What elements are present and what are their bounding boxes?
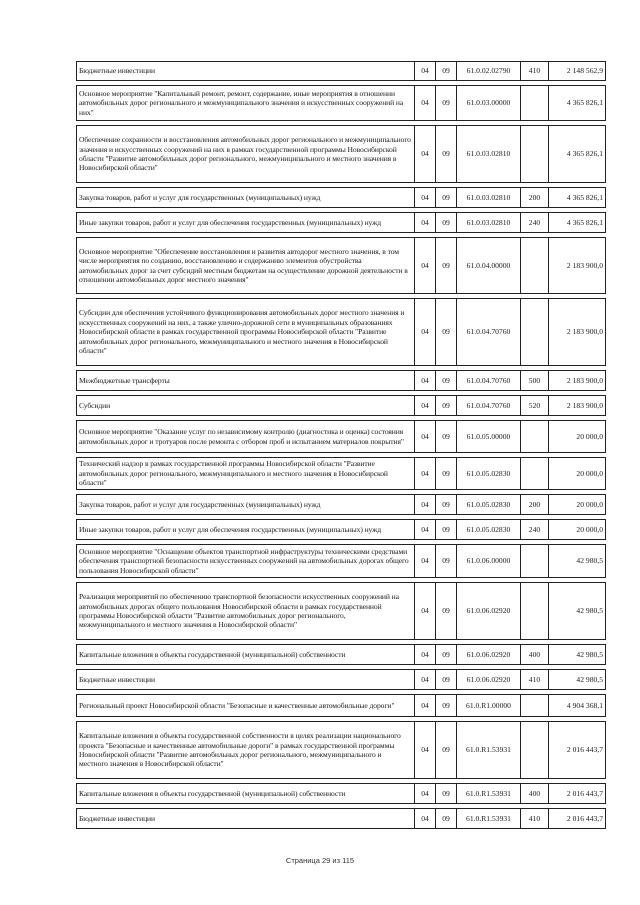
target-item-code-cell: 61.0.05.00000 [457, 421, 521, 453]
expense-type-code-cell: 240 [521, 213, 549, 233]
table-row [77, 396, 606, 416]
amount-cell: 2 016 443,7 [549, 809, 606, 829]
target-item-code-cell: 61.0.06.02920 [457, 645, 521, 665]
expense-type-code-cell [521, 722, 549, 779]
name-cell: Межбюджетные трансферты [77, 371, 415, 391]
subsection-code-cell: 09 [436, 545, 457, 578]
table-row [77, 62, 606, 81]
section-code-cell: 04 [415, 213, 436, 233]
target-item-code-cell: 61.0.05.02830 [457, 458, 521, 490]
expense-type-code-cell: 410 [521, 809, 549, 829]
subsection-code-cell: 09 [436, 126, 457, 183]
subsection-code-cell: 09 [436, 371, 457, 391]
expense-type-code-cell [521, 86, 549, 121]
table-row [77, 583, 606, 640]
subsection-code-cell: 09 [436, 670, 457, 690]
amount-cell: 2 148 562,9 [549, 62, 606, 81]
amount-cell: 20 000,0 [549, 421, 606, 453]
budget-table-body [77, 62, 606, 829]
name-cell: Основное мероприятие "Оказание услуг по независимому контролю (диагностика и оценка) состояния автомобильных дорог и тротуаров после ремонта с отбором проб и испытанием материалов покрытия" [77, 421, 415, 453]
section-code-cell: 04 [415, 520, 436, 540]
table-row [77, 784, 606, 804]
amount-cell: 4 365 826,1 [549, 86, 606, 121]
name-cell: Бюджетные инвестиции [77, 809, 415, 829]
expense-type-code-cell [521, 299, 549, 366]
name-cell: Реализация мероприятий по обеспечению транспортной безопасности искусственных сооружений на автомобильных дорогах общего пользования Новосибирской области в рамках государственной программы Новосибирской области "Развитие автомобильных дорог регионального, межмуниципального и местного значения в Новосибирской области" [77, 583, 415, 640]
name-cell: Капитальные вложения в объекты государственной собственности в целях реализации национального проекта "Безопасные и качественные автомобильные дороги" в рамках государственной программы Новосибирской области "Развитие автомобильных дорог регионального, межмуниципального и местного значения в Новосибирской области" [77, 722, 415, 779]
name-cell: Субсидии [77, 396, 415, 416]
table-row [77, 545, 606, 578]
amount-cell: 2 183 900,0 [549, 396, 606, 416]
target-item-code-cell: 61.0.03.00000 [457, 86, 521, 121]
expense-type-code-cell: 200 [521, 495, 549, 515]
target-item-code-cell: 61.0.R1.53931 [457, 722, 521, 779]
table-row [77, 809, 606, 829]
expense-type-code-cell [521, 583, 549, 640]
table-row [77, 670, 606, 690]
expense-type-code-cell [521, 238, 549, 294]
subsection-code-cell: 09 [436, 645, 457, 665]
subsection-code-cell: 09 [436, 213, 457, 233]
section-code-cell: 04 [415, 495, 436, 515]
amount-cell: 4 365 826,1 [549, 126, 606, 183]
table-row [77, 238, 606, 294]
name-cell: Бюджетные инвестиции [77, 62, 415, 81]
name-cell: Основное мероприятие "Капитальный ремонт, ремонт, содержание, иные мероприятия в отношении автомобильных дорог регионального и межмуниципального значения и искусственных сооружений на них" [77, 86, 415, 121]
amount-cell: 4 365 826,1 [549, 188, 606, 208]
expense-type-code-cell: 400 [521, 784, 549, 804]
table-row [77, 458, 606, 490]
subsection-code-cell: 09 [436, 299, 457, 366]
table-row [77, 371, 606, 391]
target-item-code-cell: 61.0.04.70760 [457, 371, 521, 391]
subsection-code-cell: 09 [436, 238, 457, 294]
target-item-code-cell: 61.0.05.02830 [457, 495, 521, 515]
expense-type-code-cell: 410 [521, 62, 549, 81]
name-cell: Обеспечение сохранности и восстановления автомобильных дорог регионального и межмуниципального значения и искусственных сооружений на них в рамках государственной программы Новосибирской области "Развитие автомобильных дорог регионального, межмуниципального и местного значения в Новосибирской области" [77, 126, 415, 183]
table-row [77, 213, 606, 233]
section-code-cell: 04 [415, 458, 436, 490]
expense-type-code-cell: 400 [521, 645, 549, 665]
name-cell: Иные закупки товаров, работ и услуг для обеспечения государственных (муниципальных) нужд [77, 520, 415, 540]
table-row [77, 86, 606, 121]
expense-type-code-cell [521, 421, 549, 453]
section-code-cell: 04 [415, 583, 436, 640]
name-cell: Капитальные вложения в объекты государственной (муниципальной) собственности [77, 645, 415, 665]
expense-type-code-cell: 240 [521, 520, 549, 540]
name-cell: Закупка товаров, работ и услуг для государственных (муниципальных) нужд [77, 188, 415, 208]
name-cell: Закупка товаров, работ и услуг для государственных (муниципальных) нужд [77, 495, 415, 515]
subsection-code-cell: 09 [436, 62, 457, 81]
name-cell: Основное мероприятие "Обеспечение восстановления и развития автодорог местного значения, в том числе мероприятия по созданию, восстановлению и содержанию элементов обустройства автомобильных дорог за счет субсидий местным бюджетам на осуществление дорожной деятельности в отношении автомобильных дорог местного значения" [77, 238, 415, 294]
subsection-code-cell: 09 [436, 809, 457, 829]
subsection-code-cell: 09 [436, 722, 457, 779]
target-item-code-cell: 61.0.R1.53931 [457, 784, 521, 804]
name-cell: Иные закупки товаров, работ и услуг для обеспечения государственных (муниципальных) нужд [77, 213, 415, 233]
amount-cell: 42 980,5 [549, 545, 606, 578]
section-code-cell: 04 [415, 695, 436, 717]
amount-cell: 2 016 443,7 [549, 784, 606, 804]
section-code-cell: 04 [415, 545, 436, 578]
table-row [77, 520, 606, 540]
target-item-code-cell: 61.0.R1.00000 [457, 695, 521, 717]
table-row [77, 299, 606, 366]
section-code-cell: 04 [415, 396, 436, 416]
amount-cell: 4 904 368,1 [549, 695, 606, 717]
section-code-cell: 04 [415, 188, 436, 208]
section-code-cell: 04 [415, 299, 436, 366]
table-row [77, 495, 606, 515]
expense-type-code-cell [521, 458, 549, 490]
amount-cell: 42 980,5 [549, 670, 606, 690]
section-code-cell: 04 [415, 421, 436, 453]
name-cell: Основное мероприятие "Оснащение объектов транспортной инфраструктуры техническими средствами обеспечения транспортной безопасности искусственных сооружений на автомобильных дорогах общего пользования Новосибирской области" [77, 545, 415, 578]
subsection-code-cell: 09 [436, 421, 457, 453]
target-item-code-cell: 61.0.03.02810 [457, 188, 521, 208]
amount-cell: 2 016 443,7 [549, 722, 606, 779]
budget-table [76, 61, 606, 829]
target-item-code-cell: 61.0.04.70760 [457, 299, 521, 366]
target-item-code-cell: 61.0.R1.53931 [457, 809, 521, 829]
section-code-cell: 04 [415, 784, 436, 804]
amount-cell: 2 183 900,0 [549, 371, 606, 391]
table-row [77, 126, 606, 183]
target-item-code-cell: 61.0.04.00000 [457, 238, 521, 294]
subsection-code-cell: 09 [436, 695, 457, 717]
subsection-code-cell: 09 [436, 520, 457, 540]
table-row [77, 421, 606, 453]
subsection-code-cell: 09 [436, 458, 457, 490]
amount-cell: 4 365 826,1 [549, 213, 606, 233]
section-code-cell: 04 [415, 371, 436, 391]
amount-cell: 2 183 900,0 [549, 238, 606, 294]
subsection-code-cell: 09 [436, 396, 457, 416]
section-code-cell: 04 [415, 809, 436, 829]
expense-type-code-cell [521, 126, 549, 183]
expense-type-code-cell: 500 [521, 371, 549, 391]
target-item-code-cell: 61.0.06.02920 [457, 670, 521, 690]
amount-cell: 42 980,5 [549, 583, 606, 640]
amount-cell: 20 000,0 [549, 520, 606, 540]
name-cell: Региональный проект Новосибирской области "Безопасные и качественные автомобильные дороги" [77, 695, 415, 717]
target-item-code-cell: 61.0.03.02810 [457, 213, 521, 233]
amount-cell: 20 000,0 [549, 495, 606, 515]
expense-type-code-cell [521, 695, 549, 717]
section-code-cell: 04 [415, 126, 436, 183]
subsection-code-cell: 09 [436, 583, 457, 640]
expense-type-code-cell: 410 [521, 670, 549, 690]
expense-type-code-cell: 200 [521, 188, 549, 208]
section-code-cell: 04 [415, 86, 436, 121]
name-cell: Субсидии для обеспечения устойчивого функционирования автомобильных дорог местного значения и искусственных сооружений на них, а также улично-дорожной сети в муниципальных образованиях Новосибирской области в рамках государственной программы Новосибирской области "Развитие автомобильных дорог регионального, межмуниципального и местного значения в Новосибирской области" [77, 299, 415, 366]
target-item-code-cell: 61.0.03.02810 [457, 126, 521, 183]
section-code-cell: 04 [415, 238, 436, 294]
expense-type-code-cell: 520 [521, 396, 549, 416]
target-item-code-cell: 61.0.06.02920 [457, 583, 521, 640]
target-item-code-cell: 61.0.04.70760 [457, 396, 521, 416]
page-number: Страница 29 из 115 [285, 856, 355, 865]
name-cell: Капитальные вложения в объекты государственной (муниципальной) собственности [77, 784, 415, 804]
subsection-code-cell: 09 [436, 86, 457, 121]
subsection-code-cell: 09 [436, 495, 457, 515]
section-code-cell: 04 [415, 722, 436, 779]
table-row [77, 695, 606, 717]
target-item-code-cell: 61.0.02.02790 [457, 62, 521, 81]
section-code-cell: 04 [415, 62, 436, 81]
subsection-code-cell: 09 [436, 188, 457, 208]
expense-type-code-cell [521, 545, 549, 578]
name-cell: Бюджетные инвестиции [77, 670, 415, 690]
table-row [77, 722, 606, 779]
section-code-cell: 04 [415, 645, 436, 665]
target-item-code-cell: 61.0.05.02830 [457, 520, 521, 540]
target-item-code-cell: 61.0.06.00000 [457, 545, 521, 578]
name-cell: Технический надзор в рамках государственной программы Новосибирской области "Развитие автомобильных дорог регионального, межмуниципального и местного значения в Новосибирской области" [77, 458, 415, 490]
subsection-code-cell: 09 [436, 784, 457, 804]
amount-cell: 2 183 900,0 [549, 299, 606, 366]
table-row [77, 645, 606, 665]
section-code-cell: 04 [415, 670, 436, 690]
amount-cell: 20 000,0 [549, 458, 606, 490]
amount-cell: 42 980,5 [549, 645, 606, 665]
table-row [77, 188, 606, 208]
